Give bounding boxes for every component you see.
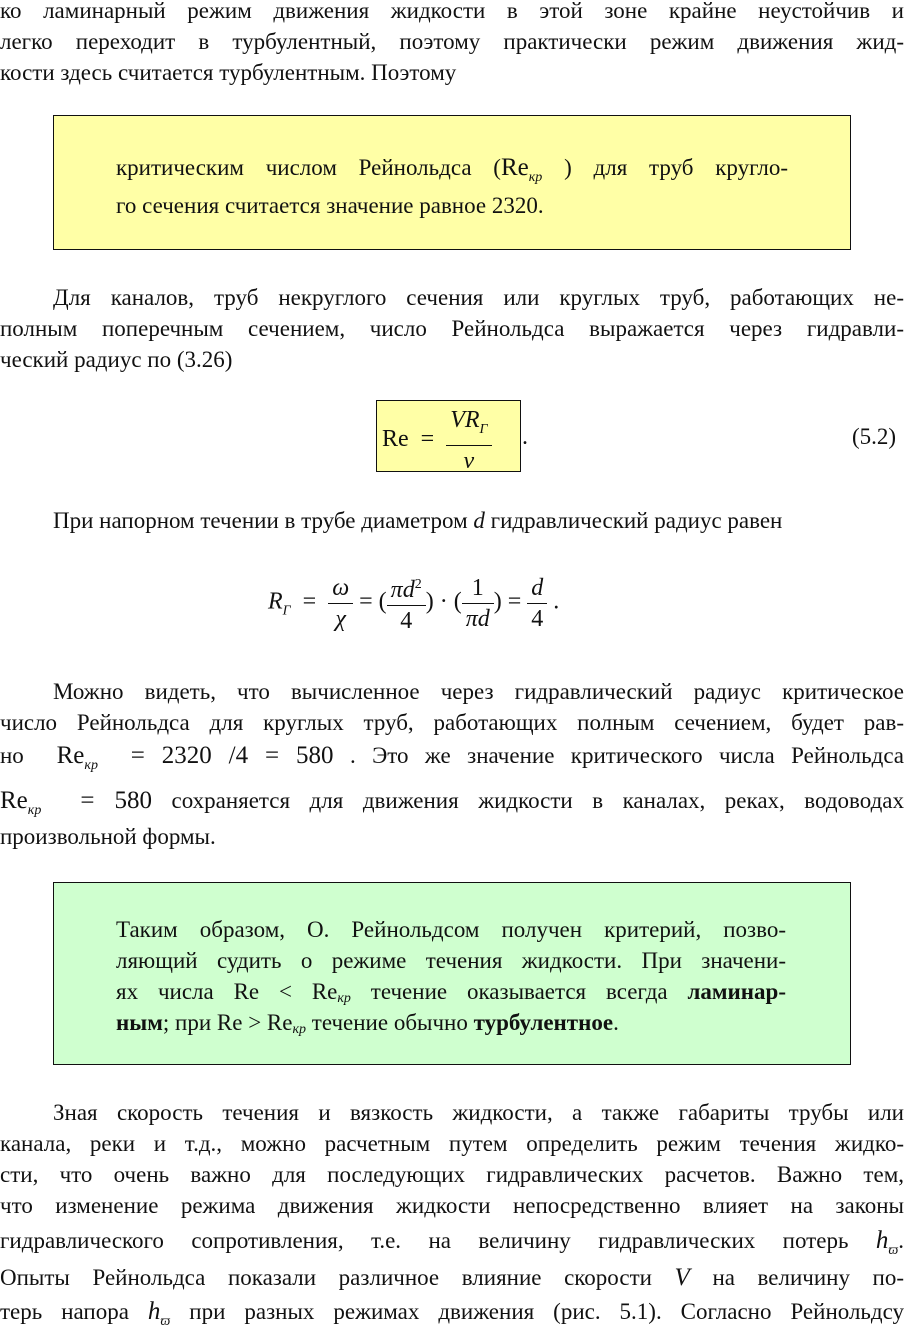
equation-5-2-dot: . bbox=[522, 424, 528, 450]
para3: При напорном течении в трубе диаметром d гидравлический радиус равен bbox=[53, 508, 783, 533]
para4-line3: но $Re_{кр} = 2320$ /4 = 580 . Это же значение критического числа Рейнольдса bbox=[0, 742, 904, 773]
green-box-line4: ным; при $Re > Re_{кр}$ течение обычно турбулентное. bbox=[116, 1010, 619, 1037]
equation-5-2: Re = $\frac{VR_Г}{\nu}$ bbox=[382, 405, 492, 476]
green-box-line2: ляющий судить о режиме течения жидкости. При значени- bbox=[116, 948, 786, 973]
para4-line1: Можно видеть, что вычисленное через гидравлический радиус критическое bbox=[53, 679, 904, 704]
yellow-box-line1: критическим числом Рейнольдса ($Re_{кр}$ ) для труб кругло- bbox=[116, 154, 789, 185]
equation-hydraulic-radius: $R_Г$ = $\frac{\omega}{\chi}$ = ( $\frac{\pi d^2}{4}$ ) · ( $\frac{1}{\pi d}$ ) = $\frac{d}{4}$ . bbox=[268, 570, 559, 636]
para5-line5: гидравлического сопротивления, т.е. на величину гидравлических потерь $h_ϖ$. bbox=[0, 1227, 904, 1258]
green-box-line1: Таким образом, О. Рейнольдсом получен критерий, позво- bbox=[116, 917, 786, 942]
para5-line6: Опыты Рейнольдса показали различное влияние скорости V на величину по- bbox=[0, 1264, 904, 1291]
para1-line1: ко ламинарный режим движения жидкости в этой зоне крайне неустойчив и bbox=[0, 0, 904, 23]
para2-line2: полным поперечным сечением, число Рейнольдса выражается через гидравли- bbox=[0, 316, 904, 341]
para1-line2: легко переходит в турбулентный, поэтому практически режим движения жид- bbox=[0, 29, 904, 54]
para5-line3: сти, что очень важно для последующих гидравлических расчетов. Важно тем, bbox=[0, 1162, 904, 1187]
para5-line4: что изменение режима движения жидкости непосредственно влияет на законы bbox=[0, 1193, 904, 1218]
yellow-box-line2: го сечения считается значение равное 2320. bbox=[116, 193, 544, 218]
para2-line1: Для каналов, труб некруглого сечения или круглых труб, работающих не- bbox=[53, 285, 904, 310]
para4-line2: число Рейнольдса для круглых труб, работающих полным сечением, будет рав- bbox=[0, 710, 904, 735]
para2-line3: ческий радиус по (3.26) bbox=[0, 347, 233, 372]
para5-line7: терь напора $h_ϖ$ при разных режимах движения (рис. 5.1). Согласно Рейнольдсу bbox=[0, 1298, 904, 1329]
para4-line4: $Re_{кр} = 580$ сохраняется для движения жидкости в каналах, реках, водоводах bbox=[0, 787, 904, 818]
green-box-line3: ях числа $Re < Re_{кр}$ течение оказывается всегда ламинар- bbox=[116, 979, 786, 1006]
para1-line3: кости здесь считается турбулентным. Поэтому bbox=[0, 60, 457, 85]
para4-line5: произвольной формы. bbox=[0, 824, 216, 849]
equation-number: (5.2) bbox=[852, 424, 897, 449]
para5-line2: канала, реки и т.д., можно расчетным путем определить режим течения жидко- bbox=[0, 1131, 904, 1156]
para5-line1: Зная скорость течения и вязкость жидкости, а также габариты трубы или bbox=[53, 1100, 904, 1125]
